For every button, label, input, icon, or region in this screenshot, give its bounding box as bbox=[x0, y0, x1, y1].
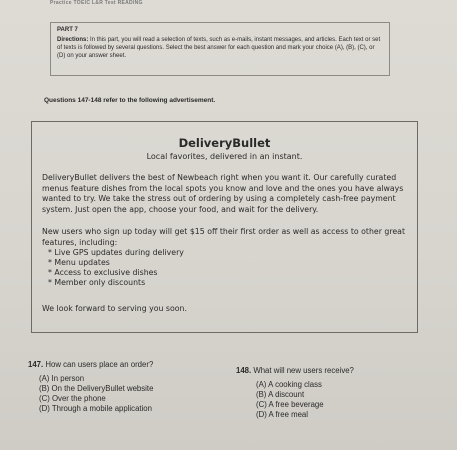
running-header: Practice TOEIC L&R Test READING bbox=[50, 0, 143, 6]
question-148 bbox=[236, 366, 426, 420]
answer-option-b[interactable]: (B) On the DeliveryBullet website bbox=[39, 384, 154, 393]
part-title: PART 7 bbox=[57, 27, 78, 33]
directions-text bbox=[57, 36, 383, 60]
answer-option-a[interactable]: (A) A cooking class bbox=[256, 380, 322, 389]
feature-item: * Access to exclusive dishes bbox=[48, 268, 407, 278]
answer-option-d[interactable]: (D) A free meal bbox=[256, 410, 308, 419]
directions-body: In this part, you will read a selection of texts, such as e-mails, instant messages, and articles. Each text or set of texts is followed by several questions. Select the best answer for each question and mark your choice (A), (B), (C), or (D) on your answer sheet. bbox=[57, 37, 381, 59]
answer-option-b[interactable]: (B) A discount bbox=[256, 390, 305, 399]
question-text: What will new users receive? bbox=[253, 366, 354, 375]
answer-option-a[interactable]: (A) In person bbox=[39, 374, 85, 383]
directions-label: Directions: bbox=[57, 37, 89, 43]
question-title bbox=[236, 366, 426, 376]
feature-item: * Menu updates bbox=[48, 258, 407, 268]
ad-paragraph-2: New users who sign up today will get $15 off their first order as well as access to other great features, including: bbox=[42, 227, 406, 247]
answer-option-c[interactable]: (C) A free beverage bbox=[256, 400, 324, 409]
directions-box bbox=[50, 22, 390, 76]
question-title bbox=[28, 360, 223, 370]
question-number: 147. bbox=[28, 360, 44, 369]
ad-subtitle: Local favorites, delivered in an instant. bbox=[146, 152, 303, 161]
ad-paragraph-1: DeliveryBullet delivers the best of Newbeach right when you want it. Our carefully curated menus feature dishes from the local spots you know and love and the ones you have always wanted to try. We take the stress out of ordering by using a completely cash-free payment system. Just open the app, choose your food, and wait for the delivery. bbox=[42, 173, 404, 214]
ad-closing: We look forward to serving you soon. bbox=[42, 304, 187, 313]
answer-option-d[interactable]: (D) Through a mobile application bbox=[39, 404, 152, 413]
feature-list bbox=[42, 248, 407, 288]
questions-reference: Questions 147-148 refer to the following advertisement. bbox=[44, 97, 216, 104]
feature-item: * Live GPS updates during delivery bbox=[48, 248, 407, 258]
answer-option-c[interactable]: (C) Over the phone bbox=[39, 394, 106, 403]
question-text: How can users place an order? bbox=[45, 360, 154, 369]
ad-title: DeliveryBullet bbox=[178, 136, 271, 150]
feature-item: * Member only discounts bbox=[48, 278, 407, 288]
question-number: 148. bbox=[236, 366, 252, 375]
advertisement-box bbox=[31, 121, 418, 333]
question-147 bbox=[28, 360, 223, 414]
